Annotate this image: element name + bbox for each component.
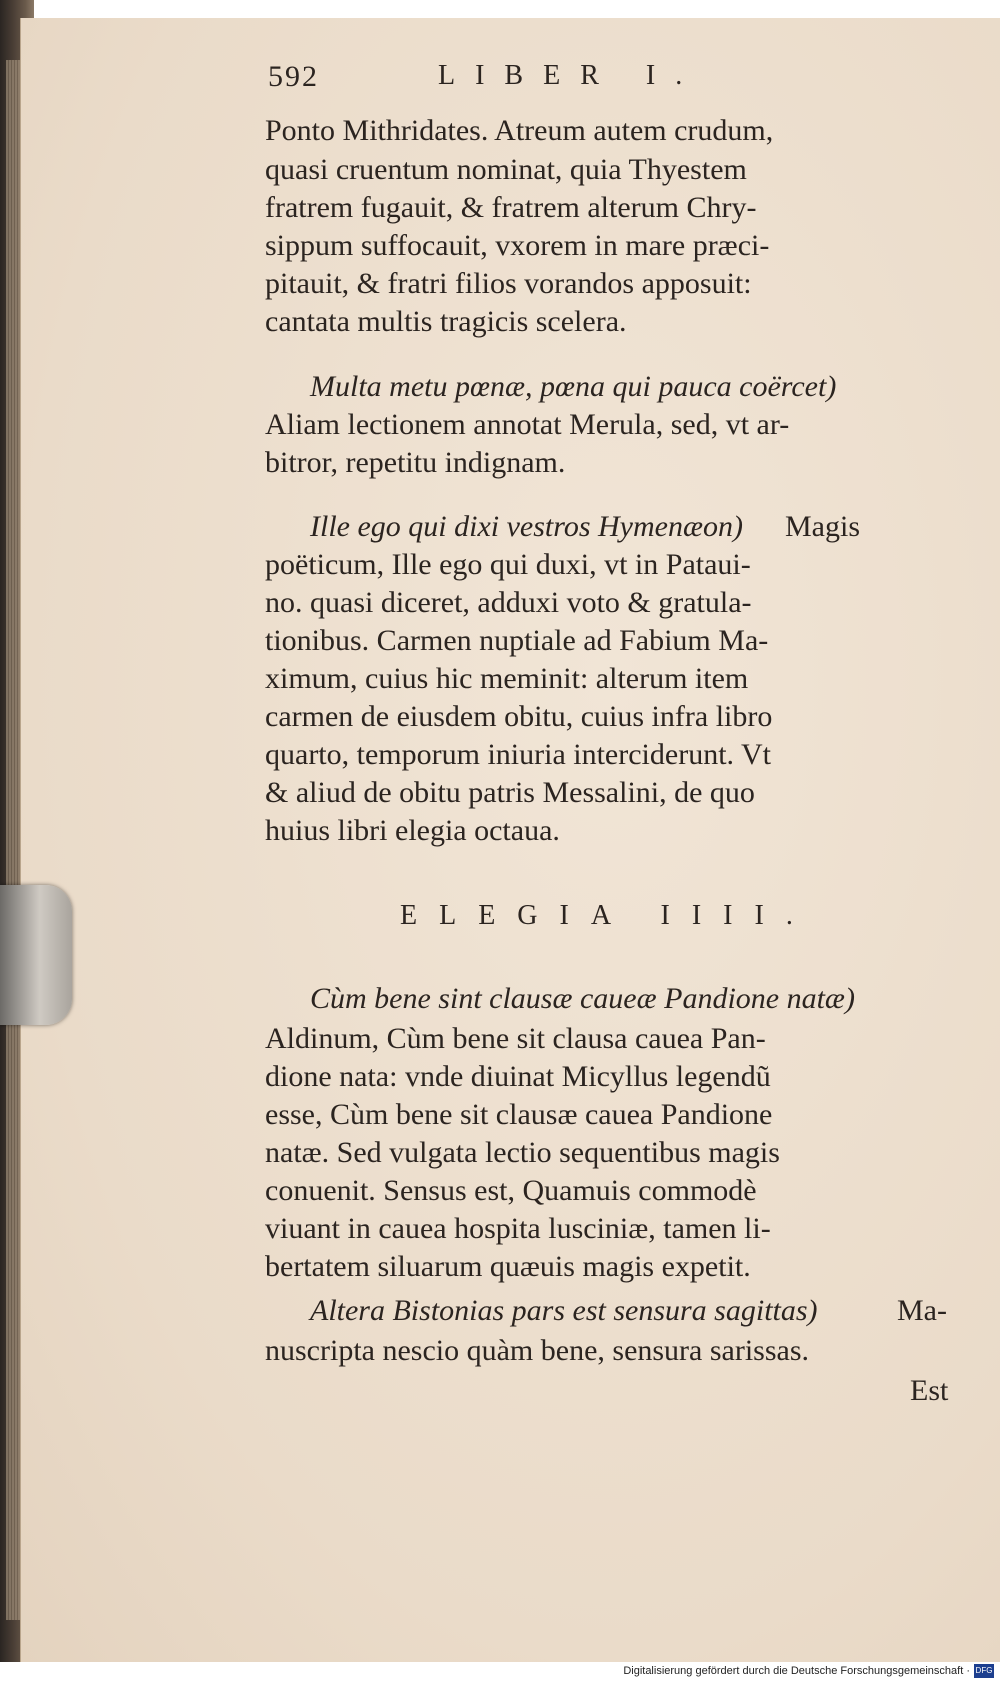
lemma: Cùm bene sint clausæ caueæ Pandione natæ) (310, 982, 855, 1015)
text-line: ximum, cuius hic meminit: alterum item (265, 662, 749, 695)
section-heading: ELEGIA IIII. (400, 900, 815, 931)
page-number: 592 (268, 60, 319, 93)
text-line: huius libri elegia octaua. (265, 814, 560, 847)
lemma: Multa metu pœnæ, pœna qui pauca coërcet) (310, 370, 837, 403)
text-line: Ponto Mithridates. Atreum autem crudum, (265, 114, 774, 147)
text-line: quarto, temporum iniuria interciderunt. Vt (265, 738, 771, 771)
footer-bar (0, 1662, 1000, 1681)
text-line: & aliud de obitu patris Messalini, de quo (265, 776, 755, 809)
text-line: carmen de eiusdem obitu, cuius infra libro (265, 700, 773, 733)
text-line: bitror, repetitu indignam. (265, 446, 566, 479)
catchword: Est (910, 1374, 949, 1407)
text-line: fratrem fugauit, & fratrem alterum Chry- (265, 191, 757, 224)
text-line: viuant in cauea hospita lusciniæ, tamen li- (265, 1212, 771, 1245)
page-clip (0, 885, 72, 1025)
text-line: Aliam lectionem annotat Merula, sed, vt ar- (265, 408, 790, 441)
text-line: esse, Cùm bene sit clausæ cauea Pandione (265, 1098, 773, 1131)
lemma: Ille ego qui dixi vestros Hymenæon) (310, 510, 743, 543)
text-line: quasi cruentum nominat, quia Thyestem (265, 153, 747, 186)
text-line: Aldinum, Cùm bene sit clausa cauea Pan- (265, 1022, 766, 1055)
footer-credit: Digitalisierung gefördert durch die Deutsche Forschungsgemeinschaft · (623, 1665, 970, 1677)
text-line: tionibus. Carmen nuptiale ad Fabium Ma- (265, 624, 769, 657)
lemma: Altera Bistonias pars est sensura sagittas) (310, 1294, 818, 1327)
text-line: Ma- (897, 1294, 947, 1327)
running-title: LIBER I. (438, 60, 703, 91)
text-line: pitauit, & fratri filios vorandos apposuit: (265, 267, 752, 300)
text-line: poëticum, Ille ego qui duxi, vt in Pataui- (265, 548, 751, 581)
text-line: bertatem siluarum quæuis magis expetit. (265, 1250, 751, 1283)
text-line: no. quasi diceret, adduxi voto & gratula- (265, 586, 752, 619)
text-line: nuscripta nescio quàm bene, sensura sarissas. (265, 1334, 810, 1367)
text-line: conuenit. Sensus est, Quamuis commodè (265, 1174, 757, 1207)
text-line: sippum suffocauit, vxorem in mare præci- (265, 229, 770, 262)
dfg-logo-icon: DFG (974, 1664, 994, 1678)
text-line: natæ. Sed vulgata lectio sequentibus magis (265, 1136, 780, 1169)
text-line: Magis (785, 510, 860, 543)
text-line: cantata multis tragicis scelera. (265, 305, 627, 338)
running-head (268, 60, 768, 100)
text-line: dione nata: vnde diuinat Micyllus legendũ (265, 1060, 771, 1093)
